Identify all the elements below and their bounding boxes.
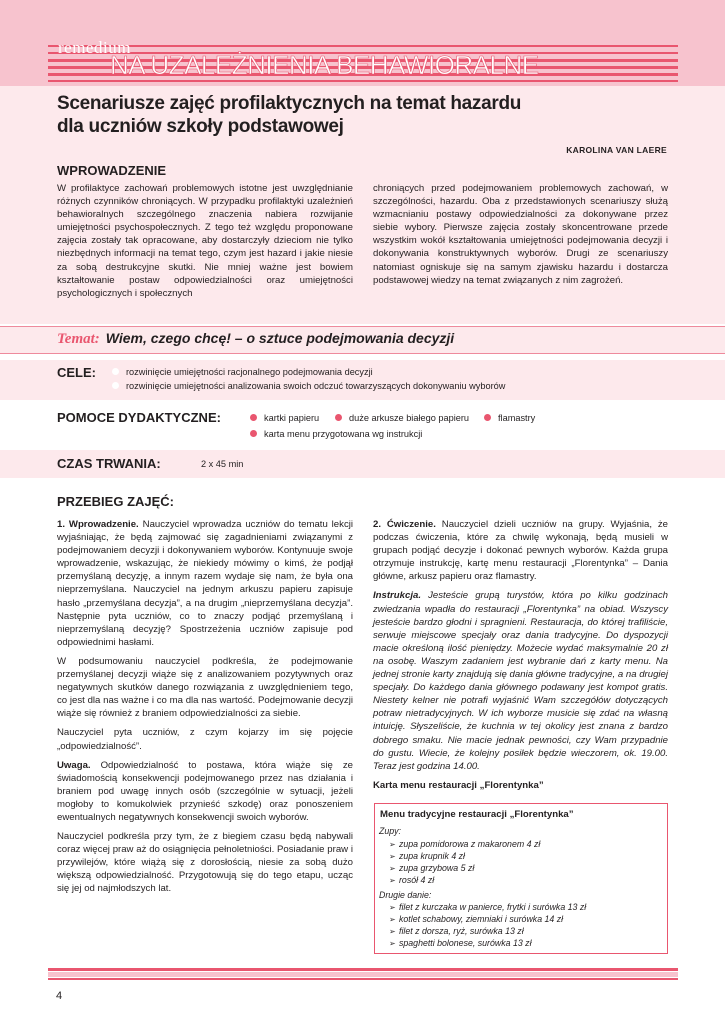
paragraph: W podsumowaniu nauczyciel podkreśla, że podejmowanie przemyślanej decyzji wiąże się z analizowaniem pozytywnych oraz negatywnych skutków danego rozwiązania z uwzględnieniem tego, co jest dla nas ważne i co ma dla nas wartość. Podejmowanie decyzji wiąże się również z braniem odpowiedzialności za siebie. xyxy=(57,655,353,720)
aid-item: flamastry xyxy=(484,413,535,423)
divider xyxy=(0,353,725,354)
arrow-icon: ➢ xyxy=(389,840,396,849)
title-line: dla uczniów szkoły podstawowej xyxy=(57,116,344,137)
footer-stripe xyxy=(48,972,678,977)
bullet-icon xyxy=(484,414,491,421)
menu-title: Menu tradycyjne restauracji „Florentynka” xyxy=(380,809,574,820)
article-title xyxy=(57,92,657,138)
menu-card xyxy=(374,803,668,954)
duration-value: 2 x 45 min xyxy=(201,459,244,469)
goals-band xyxy=(0,360,725,400)
menu-card-heading: Karta menu restauracji „Florentynka” xyxy=(373,779,544,791)
menu-item: ➢ zupa krupnik 4 zł xyxy=(389,851,466,861)
title-line: Scenariusze zajęć profilaktycznych na temat hazardu xyxy=(57,93,522,114)
goal-item: rozwinięcie umiejętności analizowania swoich odczuć towarzyszących dokonywaniu wyborów xyxy=(112,381,505,391)
topic xyxy=(57,330,454,348)
arrow-icon: ➢ xyxy=(389,852,396,861)
author: KAROLINA VAN LAERE xyxy=(566,145,667,155)
course-col-right xyxy=(373,518,668,792)
aid-item: kartki papieru xyxy=(250,413,319,423)
header-stripe xyxy=(48,45,678,47)
aid-item: karta menu przygotowana wg instrukcji xyxy=(250,429,422,439)
menu-item: ➢ filet z dorsza, ryż, surówka 13 zł xyxy=(389,926,524,936)
menu-item: ➢ zupa pomidorowa z makaronem 4 zł xyxy=(389,839,541,849)
instruction-paragraph: Instrukcja. Jesteście grupą turystów, która po kilku godzinach zwiedzania wpadła do restauracji „Florentynka” na obiad. Wszyscy jesteście bardzo głodni i spragnieni. Restauracja, do której trafiliście, serwuje miejscowe specjały oraz dania tradycyjne. Do dyspozycji macie określoną ilość pieniędzy. Możecie wydać maksymalnie 20 zł na osobę. Waszym zadaniem jest wybranie dań z karty menu. Na jednej stronie karty znajdują się dania główne tradycyjne, a na drugiej specjały. Do każdego dania głównego podawany jest kompot gratis. Niestety kelner nie potrafi wyjaśnić Wam szczegółów dotyczących potraw nietradycyjnych. W ich wyborze musicie się zdać na własną intuicję. Słyszeliście, że kuchnia w tej okolicy jest znana z bardzo dobrego smaku. Nie macie jednak pewności, czy Wam przypadnie do gustu. Wiecie, że kolejny posiłek będzie wieczorem, ok. 19.00. Teraz jest godzina 14.00. xyxy=(373,590,669,772)
arrow-icon: ➢ xyxy=(389,927,396,936)
paragraph: Nauczyciel podkreśla przy tym, że z biegiem czasu będą nabywali coraz więcej praw aż do osiągnięcia pełnoletniości. Posiadanie praw i przywilejów, które wiążą się z dorosłością, niesie za sobą dużo większą odpowiedzialność. Przygotowują się do tego etapu, ucząc się jej od najmłodszych lat. xyxy=(57,831,353,895)
intro-col-left: W profilaktyce zachowań problemowych istotne jest uwzględnianie różnych czynników chroniących. W przypadku profilaktyki uzależnień behawioralnych szczególnego znaczenia nabiera rozwijanie umiejętności psychospołecznych. Z tego też względu proponowane zajęcia zostały tak opracowane, aby dostarczyły dzieciom nie tylko niezbędnych informacji na temat tego, czym jest hazard i jakie niesie za sobą destrukcyjne skutki. Nie mniej ważne jest bowiem kształtowanie postaw odpowiedzialności oraz umiejętności psychologicznych i społecznych xyxy=(57,183,353,299)
arrow-icon: ➢ xyxy=(389,903,396,912)
menu-section-label: Drugie danie: xyxy=(379,890,432,900)
paragraph: 2. Ćwiczenie. Nauczyciel dzieli uczniów na grupy. Wyjaśnia, że podczas ćwiczenia, które za chwilę wykonają, będą musieli w grupach podjąć decyzje i dokonać pewnych wyborów. Każda grupa otrzymuje instrukcję, kartę menu restauracji „Florentynka” – Dania główne, arkusz papieru oraz flamastry. xyxy=(373,519,669,583)
goal-item: rozwinięcie umiejętności racjonalnego podejmowania decyzji xyxy=(112,367,373,377)
menu-item: ➢ spaghetti bolonese, surówka 13 zł xyxy=(389,938,532,948)
intro-heading: WPROWADZENIE xyxy=(57,163,167,178)
page-number: 4 xyxy=(56,990,63,1002)
divider xyxy=(0,326,725,327)
arrow-icon: ➢ xyxy=(389,864,396,873)
bullet-icon xyxy=(250,414,257,421)
menu-item: ➢ filet z kurczaka w panierce, frytki i surówka 13 zł xyxy=(389,902,587,912)
arrow-icon: ➢ xyxy=(389,915,396,924)
footer-stripe xyxy=(48,978,678,980)
goals-label: CELE: xyxy=(57,365,96,380)
bullet-icon xyxy=(112,382,119,389)
aid-item: duże arkusze białego papieru xyxy=(335,413,469,423)
duration-label: CZAS TRWANIA: xyxy=(57,456,161,471)
paragraph: 1. Wprowadzenie. Nauczyciel wprowadza uczniów do tematu lekcji wyjaśniając, że będą zajmować się zagadnieniami związanymi z podejmowaniem decyzji i dokonywaniem wyborów. Kontynuuje swoje wprowadzenie, wskazując, że niekiedy mówimy o kimś, że podjął przemyślaną decyzję, a innym razem wydaje się nam, że była ona nieprzemyślana. Nauczyciel na jednym arkuszu papieru zapisuje hasło „przemyślana decyzja”, a na drugim „nieprzemyślana decyzja”. Następnie pyta uczniów, co to znaczy podjąć przemyślaną i nieprzemyślaną decyzję? Spostrzeżenia uczniów zapisuje pod odpowiednimi hasłami. xyxy=(57,519,354,648)
series-name: remedium xyxy=(58,38,131,57)
intro-col-right: chroniących przed podejmowaniem problemowych zachowań, w szczególności, hazardu. Oba z przedstawionych scenariuszy służą wzmacnianiu postawy odpowiedzialności za dokonywane przez siebie wybory. Pierwsze zajęcia zostały skoncentrowane przede wszystkim wokół kształtowania umiejętności podejmowania decyzji i dokonywania konstruktywnych wyborów. Drugi ze scenariuszy natomiast ogniskuje się na samym zjawisku hazardu i dostarcza podstawowej wiedzy na temat związanych z nim zagrożeń. xyxy=(373,183,668,286)
menu-item: ➢ zupa grzybowa 5 zł xyxy=(389,863,475,873)
topic-text: Wiem, czego chcę! – o sztuce podejmowania decyzji xyxy=(105,330,455,346)
arrow-icon: ➢ xyxy=(389,939,396,948)
course-col-left xyxy=(57,518,353,902)
paragraph: Nauczyciel pyta uczniów, z czym kojarzy im się pojęcie „odpowiedzialność”. xyxy=(57,727,353,752)
menu-item: ➢ kotlet schabowy, ziemniaki i surówka 14 zł xyxy=(389,914,564,924)
bullet-icon xyxy=(335,414,342,421)
bullet-icon xyxy=(250,430,257,437)
menu-section-label: Zupy: xyxy=(379,826,402,836)
bullet-icon xyxy=(112,368,119,375)
aids-label: POMOCE DYDAKTYCZNE: xyxy=(57,410,221,425)
section-title: NA UZALEŻNIENIA BEHAWIORALNE xyxy=(110,50,539,80)
arrow-icon: ➢ xyxy=(389,876,396,885)
footer-stripe xyxy=(48,968,678,971)
course-heading: PRZEBIEG ZAJĘĆ: xyxy=(57,494,175,509)
menu-item: ➢ rosół 4 zł xyxy=(389,875,435,885)
topic-label: Temat: xyxy=(57,331,100,347)
paragraph: Uwaga. Odpowiedzialność to postawa, która wiąże się ze świadomością konsekwencji podejmowanego przez nas działania i braniem pod uwagę innych osób (szczególnie w sytuacji, jeżeli mogłoby to komukolwiek przynieść szkodę) oraz ponoszeniem ewentualnych negatywnych konsekwencji swoich wyborów. xyxy=(57,759,353,823)
